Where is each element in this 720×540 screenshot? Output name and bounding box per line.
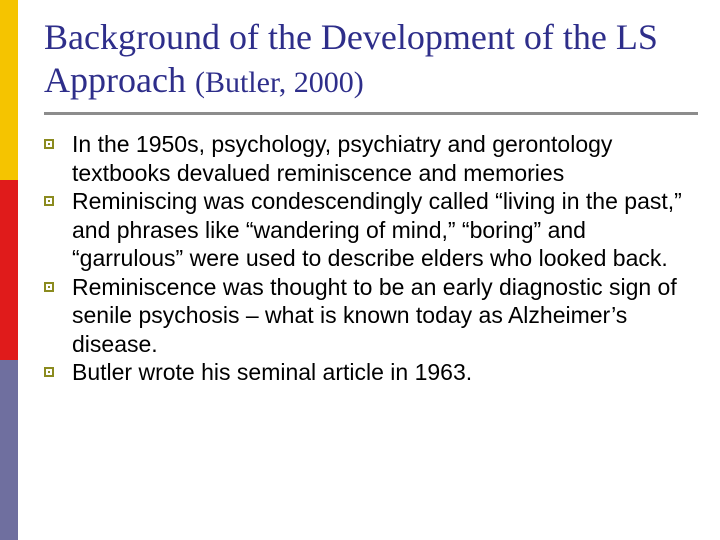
bullet-text: Butler wrote his seminal article in 1963. — [72, 359, 473, 385]
bullet-item — [44, 187, 684, 273]
title-divider — [44, 112, 698, 115]
bullet-item — [44, 358, 684, 387]
accent-bar-slate — [0, 360, 18, 540]
bullet-text: In the 1950s, psychology, psychiatry and gerontology textbooks devalued reminiscence and memories — [72, 131, 613, 186]
accent-bar-yellow — [0, 0, 18, 180]
bullet-text: Reminiscing was condescendingly called “living in the past,” and phrases like “wandering of mind,” “boring” and “garrulous” were used to describe elders who looked back. — [72, 188, 682, 271]
accent-bar-red — [0, 180, 18, 360]
square-bullet-icon — [44, 282, 54, 292]
square-bullet-icon — [44, 139, 54, 149]
bullet-item — [44, 273, 684, 359]
bullet-list — [44, 130, 684, 387]
slide-title-main: Background of the Development of the LS Approach — [44, 17, 658, 100]
bullet-text: Reminiscence was thought to be an early diagnostic sign of senile psychosis – what is known today as Alzheimer’s disease. — [72, 273, 677, 357]
slide-title — [44, 16, 704, 104]
square-bullet-icon — [44, 196, 54, 206]
slide-title-citation: (Butler, 2000) — [194, 66, 364, 99]
square-bullet-icon — [44, 367, 54, 377]
bullet-item — [44, 130, 684, 187]
